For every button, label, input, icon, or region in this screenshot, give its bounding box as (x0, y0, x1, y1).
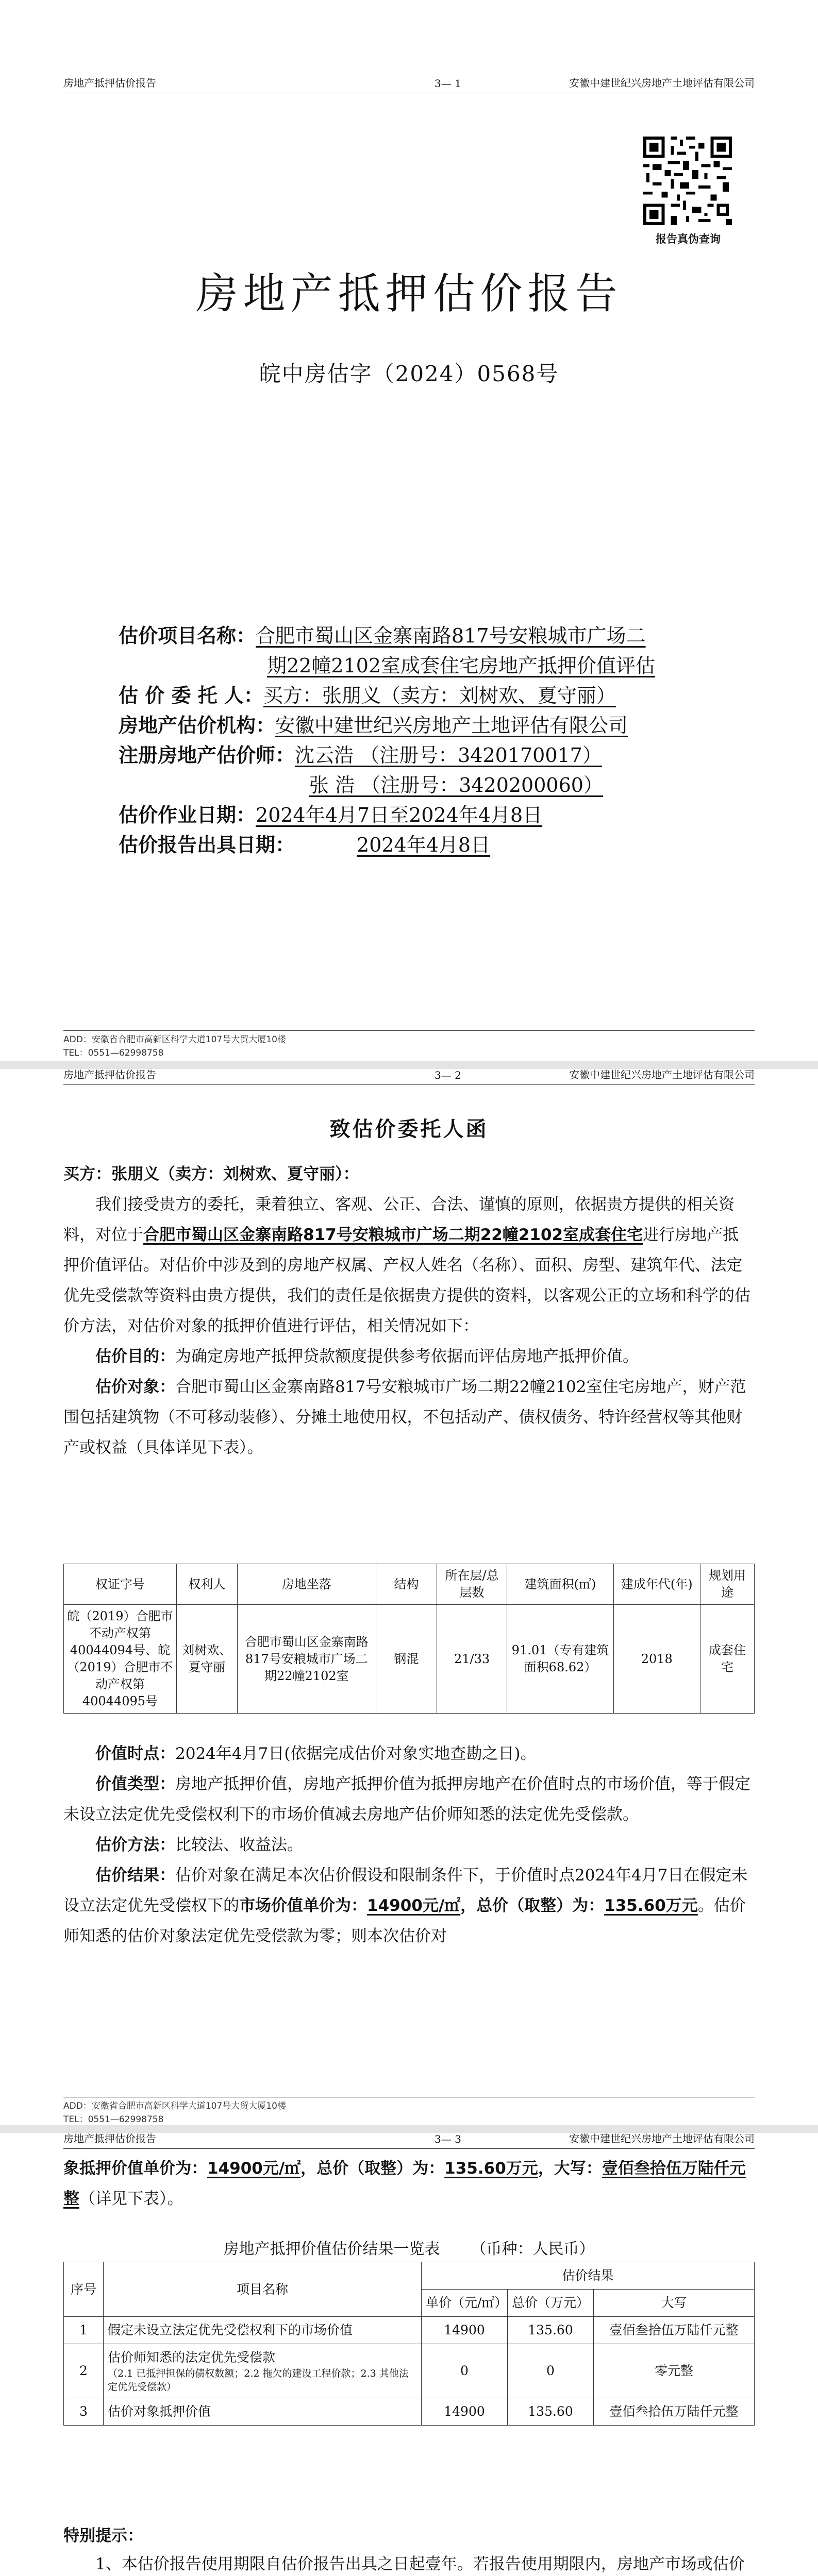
object-text: 合肥市蜀山区金寨南路817号安粮城市广场二期22幢2102室住宅房地产，财产范围包括建筑物（不可移动装修）、分摊土地使用权，不包括动产、债权债务、特许经营权等其他财产或权益（具体详见下表）。 (63, 1378, 746, 1457)
table-cell: 零元整 (594, 2344, 755, 2398)
result-continued-text (63, 2154, 755, 2214)
field-label: 估价报告出具日期： (119, 834, 295, 856)
header-left: 房地产抵押估价报告 (63, 2133, 156, 2145)
type-paragraph (63, 1769, 755, 1830)
qr-caption: 报告真伪查询 (656, 233, 721, 245)
special-notes (63, 2522, 755, 2576)
field-value: 沈云浩 （注册号：3420170017） (295, 744, 602, 767)
value-table (63, 2262, 755, 2426)
purpose-text: 为确定房地产抵押贷款额度提供参考依据而评估房地产抵押价值。 (175, 1347, 639, 1366)
result-text: 估价对象在满足本次估价假设和限制条件下，于价值时点2024年4月7日在假定未设立法定优先受偿权下的 (63, 1866, 748, 1915)
purpose-label: 估价目的： (95, 1347, 175, 1366)
property-address: 合肥市蜀山区金寨南路817号安粮城市广场二期22幢2102室成套住宅 (143, 1226, 643, 1244)
field-issue-date (119, 830, 706, 860)
letter-page (0, 1069, 818, 2125)
caption-text: 房地产抵押价值估价结果一览表 (223, 2240, 440, 2258)
table-cell: 壹佰叁拾伍万陆仟元整 (594, 2317, 755, 2344)
table-cell: 皖（2019）合肥市不动产权第40044094号、皖（2019）合肥市不动产权第40044095号 (64, 1605, 177, 1714)
result-text: 象抵押价值单价为： (63, 2159, 207, 2178)
field-label: 房地产估价机构： (119, 714, 276, 737)
table-row (64, 2317, 755, 2344)
field-value: 买方：张朋义（卖方：刘树欢、夏守丽） (263, 684, 616, 707)
header-left: 房地产抵押估价报告 (63, 77, 156, 89)
table-cell: 1 (64, 2317, 104, 2344)
letter-page-2 (0, 2133, 818, 2576)
table-header: 规划用途 (700, 1564, 754, 1605)
type-label: 价值类型： (95, 1775, 175, 1793)
table-header: 大写 (594, 2290, 755, 2317)
header-right: 安徽中建世纪兴房地产土地评估有限公司 (569, 2133, 755, 2145)
notes-title: 特别提示： (63, 2527, 143, 2545)
table-row (64, 1605, 755, 1714)
item-name: 估价师知悉的法定优先受偿款 (108, 2350, 276, 2365)
table-header: 建成年代(年) (613, 1564, 700, 1605)
table-header: 单价（元/㎡） (422, 2290, 508, 2317)
table-header: 估价结果 (422, 2262, 755, 2290)
page-footer (63, 2097, 755, 2125)
table-header: 房地坐落 (237, 1564, 376, 1605)
table-cell (104, 2344, 422, 2398)
cover-fields (119, 621, 706, 860)
field-client (119, 681, 706, 710)
page-marker: 3— 3 (435, 2133, 461, 2145)
intro-text-cont: 进行房地产抵押价值评估。对估价中涉及到的房地产权属、产权人姓名（名称）、面积、房型、建筑年代、法定优先受偿款等资料由贵方提供，我们的责任是依据贵方提供的资料，以客观公正的立场和科学的估价方法，对估价对象的抵押价值进行评估，相关情况如下： (63, 1226, 750, 1335)
table-header: 结构 (376, 1564, 437, 1605)
table-cell: 钢混 (376, 1605, 437, 1714)
total-price-upper: 壹佰叁拾伍万陆仟元整 (63, 2159, 746, 2208)
date-label: 价值时点： (95, 1744, 175, 1763)
table-header: 总价（万元） (508, 2290, 594, 2317)
footer-address: ADD：安徽省合肥市高新区科学大道107号大贸大厦10楼 (63, 1035, 286, 1045)
table-row (64, 2344, 755, 2398)
letter-body (63, 1159, 755, 1463)
field-project-cont (119, 651, 706, 681)
table-header: 权利人 (176, 1564, 237, 1605)
unit-price: 14900元/㎡ (367, 1896, 461, 1915)
field-work-date (119, 800, 706, 830)
field-label: 估价项目名称： (119, 624, 256, 647)
table-cell: 刘树欢、夏守丽 (176, 1605, 237, 1714)
result-text: （详见下表）。 (79, 2190, 183, 2208)
table-cell: 14900 (422, 2398, 508, 2426)
total-price: 135.60万元 (604, 1896, 698, 1915)
field-value: 2024年4月7日至2024年4月8日 (256, 804, 543, 826)
table-header: 所在层/总层数 (437, 1564, 507, 1605)
table-header-row (64, 2262, 755, 2290)
table-cell: 2018 (613, 1605, 700, 1714)
field-value: 张 浩 （注册号：3420200060） (309, 774, 603, 796)
footer-address: ADD：安徽省合肥市高新区科学大道107号大贸大厦10楼 (63, 2101, 286, 2111)
field-appraiser-2 (119, 770, 706, 800)
purpose-paragraph (63, 1342, 755, 1372)
item-subnote: （2.1 已抵押担保的债权数额；2.2 拖欠的建设工程价款；2.3 其他法定优先受偿款） (108, 2368, 409, 2393)
field-value: 2024年4月8日 (357, 834, 491, 856)
page-marker: 3— 1 (435, 77, 461, 90)
field-appraiser (119, 740, 706, 770)
object-label: 估价对象： (95, 1378, 175, 1396)
field-value: 安徽中建世纪兴房地产土地评估有限公司 (275, 714, 628, 737)
result-text: ，大写： (538, 2159, 602, 2178)
date-text: 2024年4月7日(依据完成估价对象实地查勘之日)。 (175, 1744, 537, 1763)
header-left: 房地产抵押估价报告 (63, 1069, 156, 1081)
table-row (64, 2398, 755, 2426)
result-text: 。估价师知悉的估价对象法定优先受偿款为零；则本次估价对 (63, 1896, 746, 1945)
field-label: 估 价 委 托 人： (119, 684, 263, 707)
currency-note: （币种：人民币） (471, 2240, 595, 2258)
method-paragraph (63, 1830, 755, 1860)
property-table (63, 1564, 755, 1714)
table-cell: 假定未设立法定优先受偿权利下的市场价值 (104, 2317, 422, 2344)
qr-code-icon[interactable] (643, 137, 732, 225)
type-text: 房地产抵押价值，房地产抵押价值为抵押房地产在价值时点的市场价值，等于假定未设立法定优先受偿权利下的市场价值减去房地产估价师知悉的法定优先受偿款。 (63, 1775, 750, 1824)
method-label: 估价方法： (95, 1836, 175, 1854)
page-header (63, 2133, 755, 2149)
table-cell: 135.60 (508, 2317, 594, 2344)
result-label: 估价结果： (95, 1866, 175, 1885)
table-cell: 91.01（专有建筑面积68.62） (507, 1605, 613, 1714)
result-text: 市场价值单价为： (239, 1896, 367, 1915)
date-paragraph (63, 1739, 755, 1769)
table-header: 建筑面积(㎡) (507, 1564, 613, 1605)
result-text: ，总价（取整）为： (301, 2159, 445, 2178)
footer-tel: TEL：0551—62998758 (63, 1048, 164, 1058)
total-price: 135.60万元 (444, 2159, 538, 2178)
table-cell: 3 (64, 2398, 104, 2426)
note-item: 1、本估价报告使用期限自估价报告出具之日起壹年。若报告使用期限内，房地产市场或估价 (95, 2555, 745, 2573)
object-paragraph (63, 1372, 755, 1463)
table-header: 序号 (64, 2262, 104, 2317)
result-continued (63, 2154, 755, 2214)
page-header (63, 1069, 755, 1085)
table-header-row (64, 1564, 755, 1605)
salutation: 买方：张朋义（卖方：刘树欢、夏守丽）： (63, 1165, 359, 1183)
footer-tel: TEL：0551—62998758 (63, 2114, 164, 2125)
intro-paragraph (63, 1190, 755, 1342)
cover-page (0, 0, 818, 1061)
table-cell: 135.60 (508, 2398, 594, 2426)
value-table-caption (0, 2236, 818, 2259)
table-cell: 合肥市蜀山区金寨南路817号安粮城市广场二期22幢2102室 (237, 1605, 376, 1714)
table-cell: 21/33 (437, 1605, 507, 1714)
result-text: ，总价（取整）为： (460, 1896, 605, 1915)
table-cell: 估价对象抵押价值 (104, 2398, 422, 2426)
header-right: 安徽中建世纪兴房地产土地评估有限公司 (569, 77, 755, 89)
letter-title: 致估价委托人函 (329, 1117, 489, 1141)
field-label: 估价作业日期： (119, 804, 256, 826)
page-header (63, 77, 755, 93)
field-project (119, 621, 706, 651)
header-right: 安徽中建世纪兴房地产土地评估有限公司 (569, 1069, 755, 1081)
letter-body-2 (63, 1739, 755, 1952)
report-number: 皖中房估字（2024）0568号 (259, 361, 559, 386)
page-footer (63, 1030, 755, 1060)
table-cell: 0 (508, 2344, 594, 2398)
page-marker: 3— 2 (435, 1069, 461, 1081)
table-cell: 壹佰叁拾伍万陆仟元整 (594, 2398, 755, 2426)
field-value: 合肥市蜀山区金寨南路817号安粮城市广场二 (256, 624, 646, 647)
field-value: 期22幢2102室成套住宅房地产抵押价值评估 (267, 654, 656, 677)
table-header: 权证字号 (64, 1564, 177, 1605)
table-header: 项目名称 (104, 2262, 422, 2317)
field-agency (119, 710, 706, 740)
unit-price: 14900元/㎡ (207, 2159, 301, 2178)
table-cell: 成套住宅 (700, 1605, 754, 1714)
table-cell: 14900 (422, 2317, 508, 2344)
intro-text: 我们接受贵方的委托，秉着独立、客观、公正、合法、谨慎的原则，依据贵方提供的相关资料，对位于 (63, 1195, 734, 1244)
table-cell: 2 (64, 2344, 104, 2398)
result-paragraph (63, 1860, 755, 1952)
table-cell: 0 (422, 2344, 508, 2398)
report-title: 房地产抵押估价报告 (195, 269, 623, 318)
method-text: 比较法、收益法。 (175, 1836, 303, 1854)
field-label: 注册房地产估价师： (119, 744, 295, 767)
